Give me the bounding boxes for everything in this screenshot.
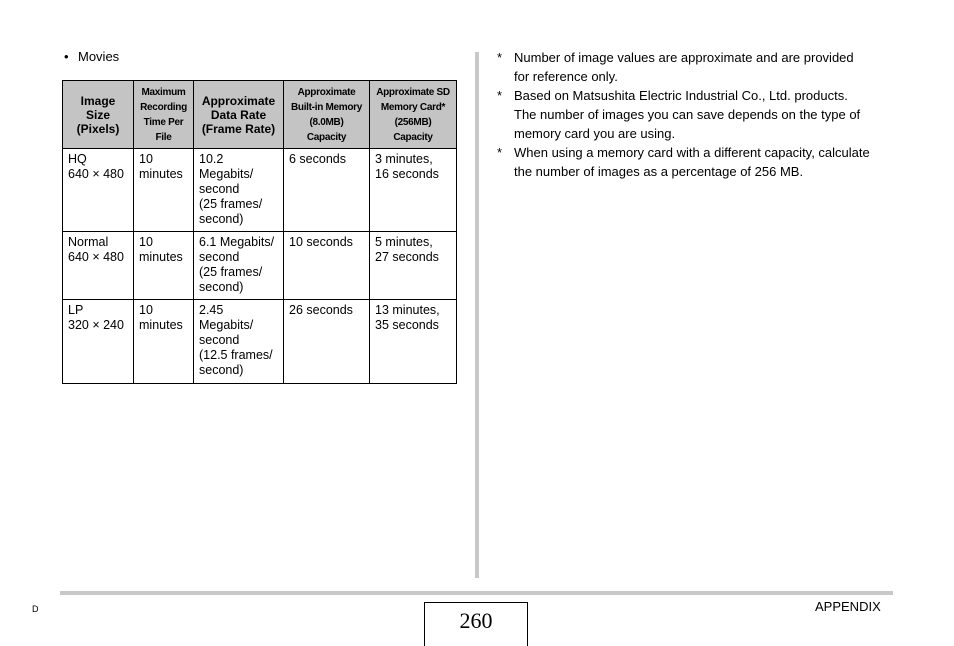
cell-builtin-capacity: 26 seconds: [284, 300, 370, 384]
header-image-size: Image Size (Pixels): [63, 81, 134, 149]
note-asterisk: *: [497, 88, 503, 103]
cell-sd-capacity: 3 minutes, 16 seconds: [370, 149, 457, 232]
cell-data-rate: 10.2 Megabits/ second (25 frames/ second): [194, 149, 284, 232]
header-data-rate: Approximate Data Rate (Frame Rate): [194, 81, 284, 149]
table-row: [63, 300, 457, 384]
footer-mark: D: [32, 604, 39, 614]
table-row: [63, 149, 457, 232]
header-max-recording-time: Maximum Recording Time Per File: [134, 81, 194, 149]
cell-builtin-capacity: 6 seconds: [284, 149, 370, 232]
bullet-dot: •: [64, 49, 69, 64]
movies-capacity-table: [62, 80, 457, 384]
notes-column: [497, 48, 897, 181]
cell-sd-capacity: 13 minutes, 35 seconds: [370, 300, 457, 384]
cell-builtin-capacity: 10 seconds: [284, 232, 370, 300]
cell-recording-time: 10 minutes: [134, 300, 194, 384]
left-column: [62, 48, 456, 66]
note-item: * Based on Matsushita Electric Industrial Co., Ltd. products. The number of images you can save depends on the type of memory card you are using.: [497, 88, 861, 141]
cell-recording-time: 10 minutes: [134, 149, 194, 232]
table-header-row: [63, 81, 457, 149]
footer-rule: [60, 591, 893, 595]
column-divider: [475, 52, 479, 578]
note-item: * When using a memory card with a different capacity, calculate the number of images as a percentage of 256 MB.: [497, 145, 870, 179]
note-asterisk: *: [497, 50, 503, 65]
cell-data-rate: 6.1 Megabits/ second (25 frames/ second): [194, 232, 284, 300]
note-asterisk: *: [497, 145, 503, 160]
header-sd-card-capacity: Approximate SD Memory Card* (256MB) Capacity: [370, 81, 457, 149]
table-row: [63, 232, 457, 300]
note-item: * Number of image values are approximate and are provided for reference only.: [497, 50, 854, 84]
section-label: Movies: [78, 49, 120, 64]
header-builtin-memory-capacity: Approximate Built-in Memory (8.0MB) Capacity: [284, 81, 370, 149]
cell-recording-time: 10 minutes: [134, 232, 194, 300]
cell-image-size: Normal 640 × 480: [63, 232, 134, 300]
cell-image-size: LP 320 × 240: [63, 300, 134, 384]
page-number: 260: [424, 602, 528, 646]
cell-data-rate: 2.45 Megabits/ second (12.5 frames/ second): [194, 300, 284, 384]
section-bullet: [64, 48, 456, 66]
cell-image-size: HQ 640 × 480: [63, 149, 134, 232]
cell-sd-capacity: 5 minutes, 27 seconds: [370, 232, 457, 300]
footer-section-label: APPENDIX: [815, 599, 881, 614]
